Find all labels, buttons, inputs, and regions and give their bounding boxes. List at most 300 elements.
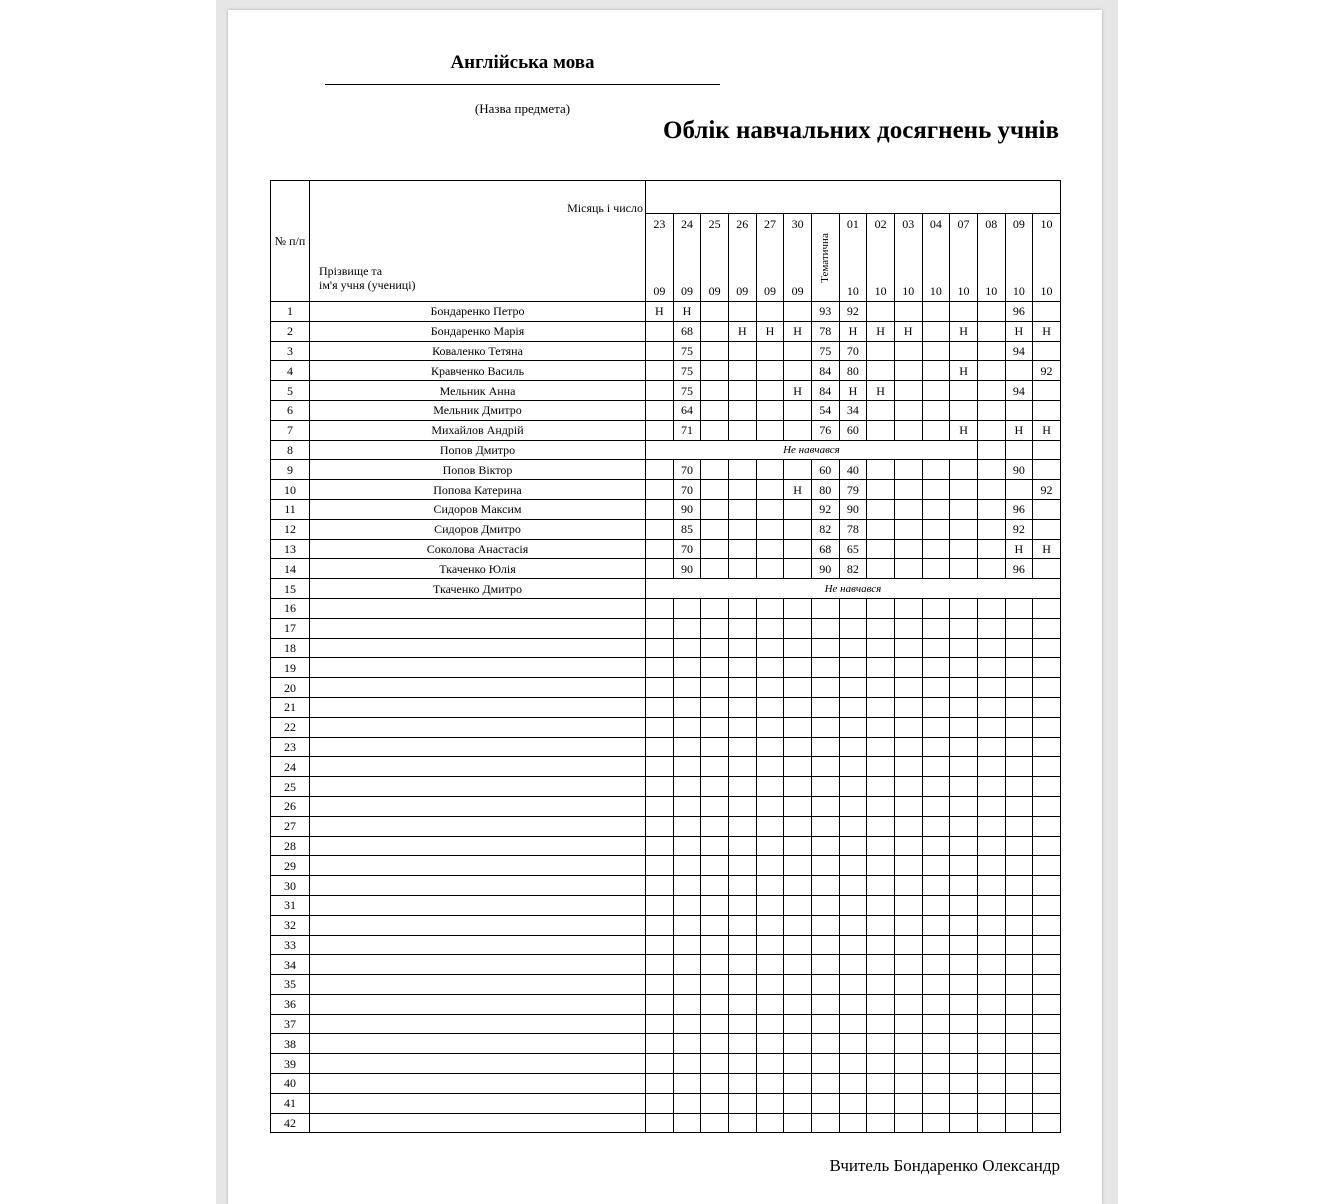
grade-cell [977,499,1005,519]
grade-cell [867,895,895,915]
grade-cell: Н [867,381,895,401]
grade-cell [922,400,950,420]
grade-cell [784,341,812,361]
header-row [271,181,1061,214]
grade-cell [701,658,729,678]
student-name: Мельник Анна [310,381,646,401]
grade-cell [701,975,729,995]
grade-cell [1005,836,1033,856]
grade-cell [950,816,978,836]
row-number: 27 [271,816,310,836]
grade-cell [1005,915,1033,935]
grade-cell [950,717,978,737]
grade-cell [867,737,895,757]
grade-cell [950,975,978,995]
student-row [271,321,1061,341]
grade-cell [977,1054,1005,1074]
grade-cell [673,876,701,896]
grade-cell [646,876,674,896]
grade-cell: 92 [1005,519,1033,539]
grade-cell [894,697,922,717]
student-name: Соколова Анастасія [310,539,646,559]
grade-cell [977,361,1005,381]
grade-cell [922,1034,950,1054]
student-name [310,678,646,698]
grade-cell [977,895,1005,915]
student-name [310,697,646,717]
grade-cell [673,994,701,1014]
grade-cell [977,975,1005,995]
grade-cell [701,519,729,539]
grade-cell [811,895,839,915]
grade-cell: Н [839,321,867,341]
grade-cell [784,361,812,381]
grade-cell [784,539,812,559]
student-row [271,440,1061,460]
grade-cell [1005,361,1033,381]
student-name: Мельник Дмитро [310,400,646,420]
grade-cell [894,1034,922,1054]
grade-cell [1005,856,1033,876]
grade-cell [977,539,1005,559]
grade-cell [1005,796,1033,816]
row-number: 20 [271,678,310,698]
student-row [271,955,1061,975]
grade-cell [756,539,784,559]
grade-cell [784,658,812,678]
student-name [310,1093,646,1113]
student-name [310,658,646,678]
grade-cell [646,994,674,1014]
date-month: 09 [763,284,776,298]
grade-cell [894,302,922,322]
grade-cell [922,994,950,1014]
grade-cell [1005,678,1033,698]
grade-cell [922,658,950,678]
grade-cell [646,361,674,381]
grade-cell [784,935,812,955]
grade-cell [646,717,674,737]
grade-cell [894,856,922,876]
grades-body [271,302,1061,1133]
grade-cell [839,618,867,638]
grade-cell [784,856,812,876]
grade-cell [756,519,784,539]
grade-cell [784,816,812,836]
grade-cell [701,539,729,559]
row-number: 19 [271,658,310,678]
grade-cell [839,777,867,797]
student-row [271,341,1061,361]
grade-cell [1033,440,1061,460]
grade-cell [784,796,812,816]
grade-cell [673,816,701,836]
date-day: 27 [763,217,776,231]
row-number: 25 [271,777,310,797]
grade-cell [673,697,701,717]
grade-cell [950,1113,978,1133]
row-number: 39 [271,1054,310,1074]
grade-cell: Н [950,420,978,440]
grade-cell [894,618,922,638]
row-number: 22 [271,717,310,737]
grade-cell [922,876,950,896]
grade-cell [701,994,729,1014]
grade-cell: 85 [673,519,701,539]
grade-cell [701,1054,729,1074]
grade-cell [867,915,895,935]
grade-cell [673,737,701,757]
grade-cell [1005,717,1033,737]
student-name [310,796,646,816]
grade-cell [977,1113,1005,1133]
grade-cell [811,658,839,678]
grade-cell [756,678,784,698]
grade-cell [701,321,729,341]
grade-cell [784,697,812,717]
grade-cell [673,1074,701,1094]
grade-cell [784,994,812,1014]
grade-cell [950,341,978,361]
date-column-header [894,214,922,302]
student-row [271,935,1061,955]
date-month: 10 [1012,284,1025,298]
grade-cell [894,381,922,401]
date-month: 10 [957,284,970,298]
grade-cell [701,1074,729,1094]
grade-cell [1005,618,1033,638]
student-name [310,638,646,658]
grade-cell [839,856,867,876]
grade-cell [922,895,950,915]
grade-cell: Н [894,321,922,341]
grade-cell [728,796,756,816]
student-name [310,1074,646,1094]
grade-cell [646,1074,674,1094]
grade-cell [728,559,756,579]
grade-cell [673,895,701,915]
grade-cell [728,1093,756,1113]
student-row [271,994,1061,1014]
row-number: 1 [271,302,310,322]
grade-cell [646,895,674,915]
student-row [271,777,1061,797]
grade-cell: 94 [1005,381,1033,401]
grade-cell [894,361,922,381]
subject-underline [325,84,720,85]
grade-cell [728,400,756,420]
grade-cell: 90 [673,499,701,519]
grade-cell [673,1054,701,1074]
date-day: 03 [902,217,915,231]
date-day: 23 [653,217,666,231]
student-row [271,480,1061,500]
grade-cell: 90 [673,559,701,579]
grade-cell [977,816,1005,836]
grade-cell [922,1093,950,1113]
grade-cell [673,598,701,618]
grade-cell [646,1113,674,1133]
grade-cell [646,519,674,539]
grade-cell [673,836,701,856]
grade-cell [756,480,784,500]
date-month: 10 [846,284,859,298]
grade-cell [646,539,674,559]
grade-cell [894,935,922,955]
grade-cell: Н [950,361,978,381]
grade-cell [950,1074,978,1094]
grade-cell: 92 [811,499,839,519]
student-row [271,717,1061,737]
student-name: Бондаренко Петро [310,302,646,322]
grade-cell [922,321,950,341]
student-row [271,757,1061,777]
grade-cell [784,1054,812,1074]
grade-cell [728,975,756,995]
grade-cell [784,757,812,777]
grade-cell [839,697,867,717]
grade-cell [894,895,922,915]
grade-cell [839,895,867,915]
row-number: 8 [271,440,310,460]
grade-cell [756,796,784,816]
grade-cell [922,1014,950,1034]
row-number: 30 [271,876,310,896]
student-row [271,400,1061,420]
grade-cell [646,856,674,876]
grade-cell: 64 [673,400,701,420]
subject-name: Англійська мова [450,52,595,73]
grade-cell [811,1074,839,1094]
not-enrolled-note: Не навчався [646,579,1061,599]
grade-cell [867,400,895,420]
grade-cell [701,480,729,500]
grade-cell [977,480,1005,500]
grade-cell [977,777,1005,797]
grade-cell [728,519,756,539]
student-name [310,618,646,638]
grade-cell [867,757,895,777]
student-row [271,381,1061,401]
grade-cell [784,460,812,480]
name-label-line1: Прізвище та [319,264,383,278]
grade-cell [646,1014,674,1034]
grade-cell [728,361,756,381]
grade-cell [728,836,756,856]
grade-cell [977,658,1005,678]
student-row [271,658,1061,678]
student-name: Сидоров Дмитро [310,519,646,539]
grade-cell [922,678,950,698]
grade-cell [950,1054,978,1074]
grade-cell: 84 [811,361,839,381]
grade-cell: 75 [673,341,701,361]
grade-cell [728,420,756,440]
grade-cell [728,618,756,638]
student-row [271,816,1061,836]
grade-cell [977,1014,1005,1034]
grade-cell [1005,816,1033,836]
grade-cell [811,1054,839,1074]
grade-cell: 75 [811,341,839,361]
grade-cell [673,975,701,995]
row-number: 9 [271,460,310,480]
grade-cell [839,1054,867,1074]
grade-cell [977,836,1005,856]
grade-cell [1005,994,1033,1014]
grade-cell [1005,895,1033,915]
row-number: 29 [271,856,310,876]
grade-cell [756,559,784,579]
name-header [310,181,646,302]
grade-cell [950,480,978,500]
grade-cell [728,1014,756,1034]
grade-cell [811,796,839,816]
grade-cell [950,876,978,896]
grade-cell [646,400,674,420]
grade-cell [977,737,1005,757]
grade-cell [867,598,895,618]
grade-cell [784,638,812,658]
grade-cell [728,499,756,519]
grade-cell: Н [1005,420,1033,440]
grade-cell [977,618,1005,638]
student-name: Михайлов Андрій [310,420,646,440]
grade-cell [1033,302,1061,322]
grade-cell [1033,1113,1061,1133]
row-number: 40 [271,1074,310,1094]
grade-cell [894,1014,922,1034]
row-number: 21 [271,697,310,717]
grade-cell: 68 [811,539,839,559]
grade-cell [922,381,950,401]
grade-cell [1005,1074,1033,1094]
grade-cell [756,697,784,717]
student-row [271,539,1061,559]
grade-cell [867,975,895,995]
grade-cell [728,816,756,836]
date-day: 10 [1040,217,1053,231]
grade-cell [839,935,867,955]
row-number: 6 [271,400,310,420]
grade-cell [1033,1093,1061,1113]
grade-cell [673,935,701,955]
student-row [271,678,1061,698]
date-day: 30 [791,217,804,231]
grade-cell [950,796,978,816]
grade-cell [922,598,950,618]
grade-cell: 90 [1005,460,1033,480]
grade-cell [867,1113,895,1133]
grade-cell [839,1074,867,1094]
grade-cell [646,460,674,480]
grade-cell [950,559,978,579]
grade-cell [701,935,729,955]
grade-cell: Н [1005,321,1033,341]
grade-cell [950,955,978,975]
student-row [271,876,1061,896]
grade-cell [756,420,784,440]
name-label [319,264,416,292]
grade-cell: 68 [673,321,701,341]
grade-cell: Н [839,381,867,401]
row-number: 18 [271,638,310,658]
grade-cell [977,1093,1005,1113]
date-month: 10 [985,284,998,298]
grade-cell [701,1113,729,1133]
grade-cell [811,697,839,717]
grade-cell [839,658,867,678]
grade-cell [977,559,1005,579]
grade-cell [784,1113,812,1133]
grade-cell [922,460,950,480]
grade-cell [867,836,895,856]
grade-cell [922,618,950,638]
grade-cell [1005,757,1033,777]
grade-cell [839,955,867,975]
grade-cell [894,975,922,995]
grade-cell [950,381,978,401]
grade-cell [1005,697,1033,717]
grade-cell [839,994,867,1014]
student-name [310,955,646,975]
grade-cell [950,1014,978,1034]
grade-cell [1033,975,1061,995]
row-number: 24 [271,757,310,777]
date-column-header [646,214,674,302]
row-number: 35 [271,975,310,995]
grades-table [270,180,1061,1133]
grade-cell [756,658,784,678]
grade-cell [922,559,950,579]
grade-cell [701,876,729,896]
grade-cell [811,618,839,638]
grade-cell [811,975,839,995]
student-row [271,975,1061,995]
grade-cell [1005,955,1033,975]
grade-cell [1033,697,1061,717]
grade-cell [673,915,701,935]
grade-cell [922,539,950,559]
grade-cell [977,460,1005,480]
grade-cell [1033,618,1061,638]
grade-cell [1033,836,1061,856]
row-number: 11 [271,499,310,519]
grade-cell [646,816,674,836]
grade-cell [756,975,784,995]
row-number: 7 [271,420,310,440]
grade-cell [811,1093,839,1113]
grade-cell [701,796,729,816]
grade-cell [1033,678,1061,698]
student-name: Попова Катерина [310,480,646,500]
grade-cell [756,1074,784,1094]
grade-cell [1033,816,1061,836]
grade-cell [950,618,978,638]
student-name [310,994,646,1014]
grade-cell [977,915,1005,935]
grade-cell [701,598,729,618]
grade-cell [867,717,895,737]
student-name: Сидоров Максим [310,499,646,519]
row-number: 3 [271,341,310,361]
grade-cell: 70 [839,341,867,361]
grade-cell [673,1093,701,1113]
grade-cell [1033,519,1061,539]
grade-cell [867,994,895,1014]
grade-cell [950,678,978,698]
grade-cell [811,836,839,856]
